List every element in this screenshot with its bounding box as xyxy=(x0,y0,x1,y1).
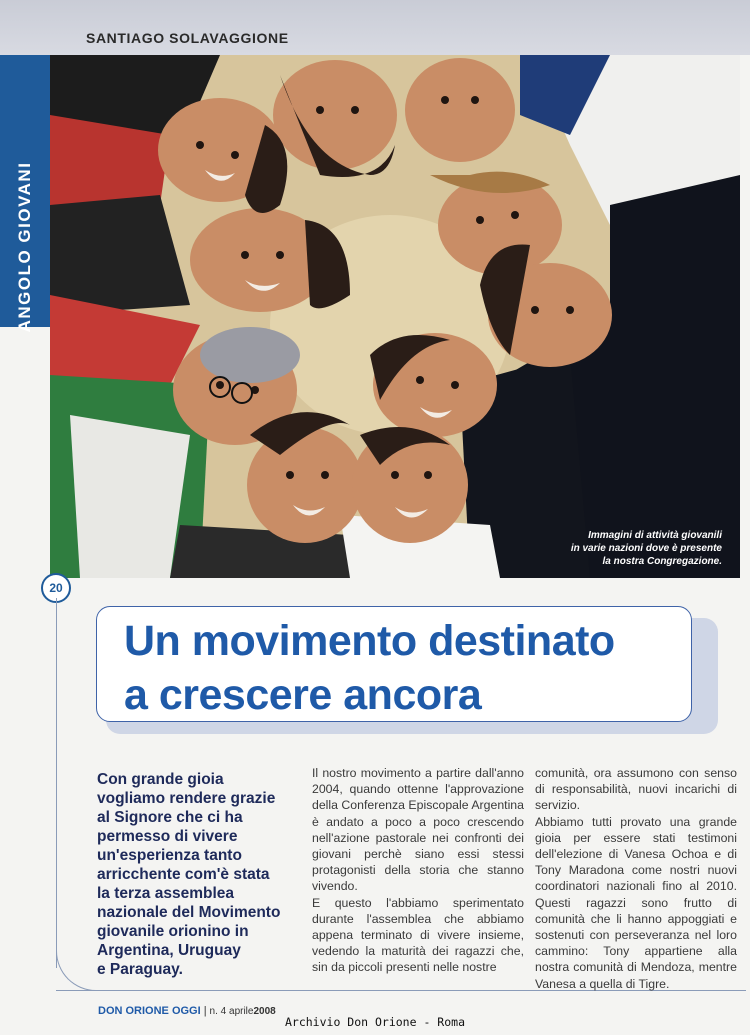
paragraph: comunità, ora assumono con senso di responsabilità, nuovi incarichi di servizio. xyxy=(535,766,737,813)
caption-line: Immagini di attività giovanili xyxy=(588,530,722,541)
intro-line: arricchente com'è stata xyxy=(97,866,270,883)
issue-number: n. 4 aprile xyxy=(209,1006,254,1017)
photo-caption xyxy=(522,529,722,568)
intro-line: Argentina, Uruguay xyxy=(97,942,241,959)
magazine-name: DON ORIONE OGGI xyxy=(98,1005,201,1017)
paragraph: Abbiamo tutti provato una grande gioia per essere stati testimoni dell'elezione di Vanesa Ochoa e di Tony Maradona come nostri nuovi coordinatori nazionali fino al 2010. Questi ragazzi sono frutto di comunità che li hanno appoggiati e sostenuti con perseveranza nel loro cammino: Tony appartiene alla nostra comunità di Mendoza, mentre Vanesa a quella di Tigre. xyxy=(535,814,737,991)
intro-line: permesso di vivere xyxy=(97,828,238,845)
paragraph: E questo l'abbiamo sperimentato durante l'assemblea che abbiamo appena terminato di vivere insieme, vedendo la maturità dei ragazzi che, sin da piccoli presenti nelle nostre xyxy=(312,895,524,975)
intro-line: vogliamo rendere grazie xyxy=(97,790,276,807)
group-photo xyxy=(50,55,740,578)
photo-illustration xyxy=(50,55,740,578)
intro-line: e Paraguay. xyxy=(97,961,183,978)
title-line: a crescere ancora xyxy=(124,671,482,719)
header-band xyxy=(0,0,750,55)
intro-line: la terza assemblea xyxy=(97,885,235,902)
issue-year: 2008 xyxy=(253,1006,276,1017)
intro-line: giovanile orionino in xyxy=(97,923,249,940)
separator: | xyxy=(203,1005,207,1017)
intro-line: un'esperienza tanto xyxy=(97,847,242,864)
title-line: Un movimento destinato xyxy=(124,617,615,665)
section-label: ANGOLO GIOVANI xyxy=(15,161,34,333)
caption-line: in varie nazioni dove è presente xyxy=(570,543,722,554)
intro-line: al Signore che ci ha xyxy=(97,809,243,826)
page-number: 20 xyxy=(41,573,71,603)
article-column-2 xyxy=(312,765,524,976)
author-name: SANTIAGO SOLAVAGGIONE xyxy=(86,30,289,46)
article-intro xyxy=(97,770,302,979)
article-title xyxy=(124,614,714,722)
intro-line: Con grande gioia xyxy=(97,771,224,788)
article-column-3 xyxy=(535,765,737,992)
caption-line: la nostra Congregazione. xyxy=(602,556,722,567)
frame-line xyxy=(56,598,57,968)
frame-corner xyxy=(56,950,97,991)
archive-note: Archivio Don Orione - Roma xyxy=(284,1015,465,1029)
paragraph: Il nostro movimento a partire dall'anno 2004, quando ottenne l'approvazione della Conferenza Episcopale Argentina è andato a poco a poco crescendo nell'azione pastorale nei confronti dei giovani perchè siano essi stessi protagonisti della storia che stanno vivendo. xyxy=(312,766,524,894)
intro-line: nazionale del Movimento xyxy=(97,904,281,921)
section-sidebar xyxy=(0,55,50,333)
